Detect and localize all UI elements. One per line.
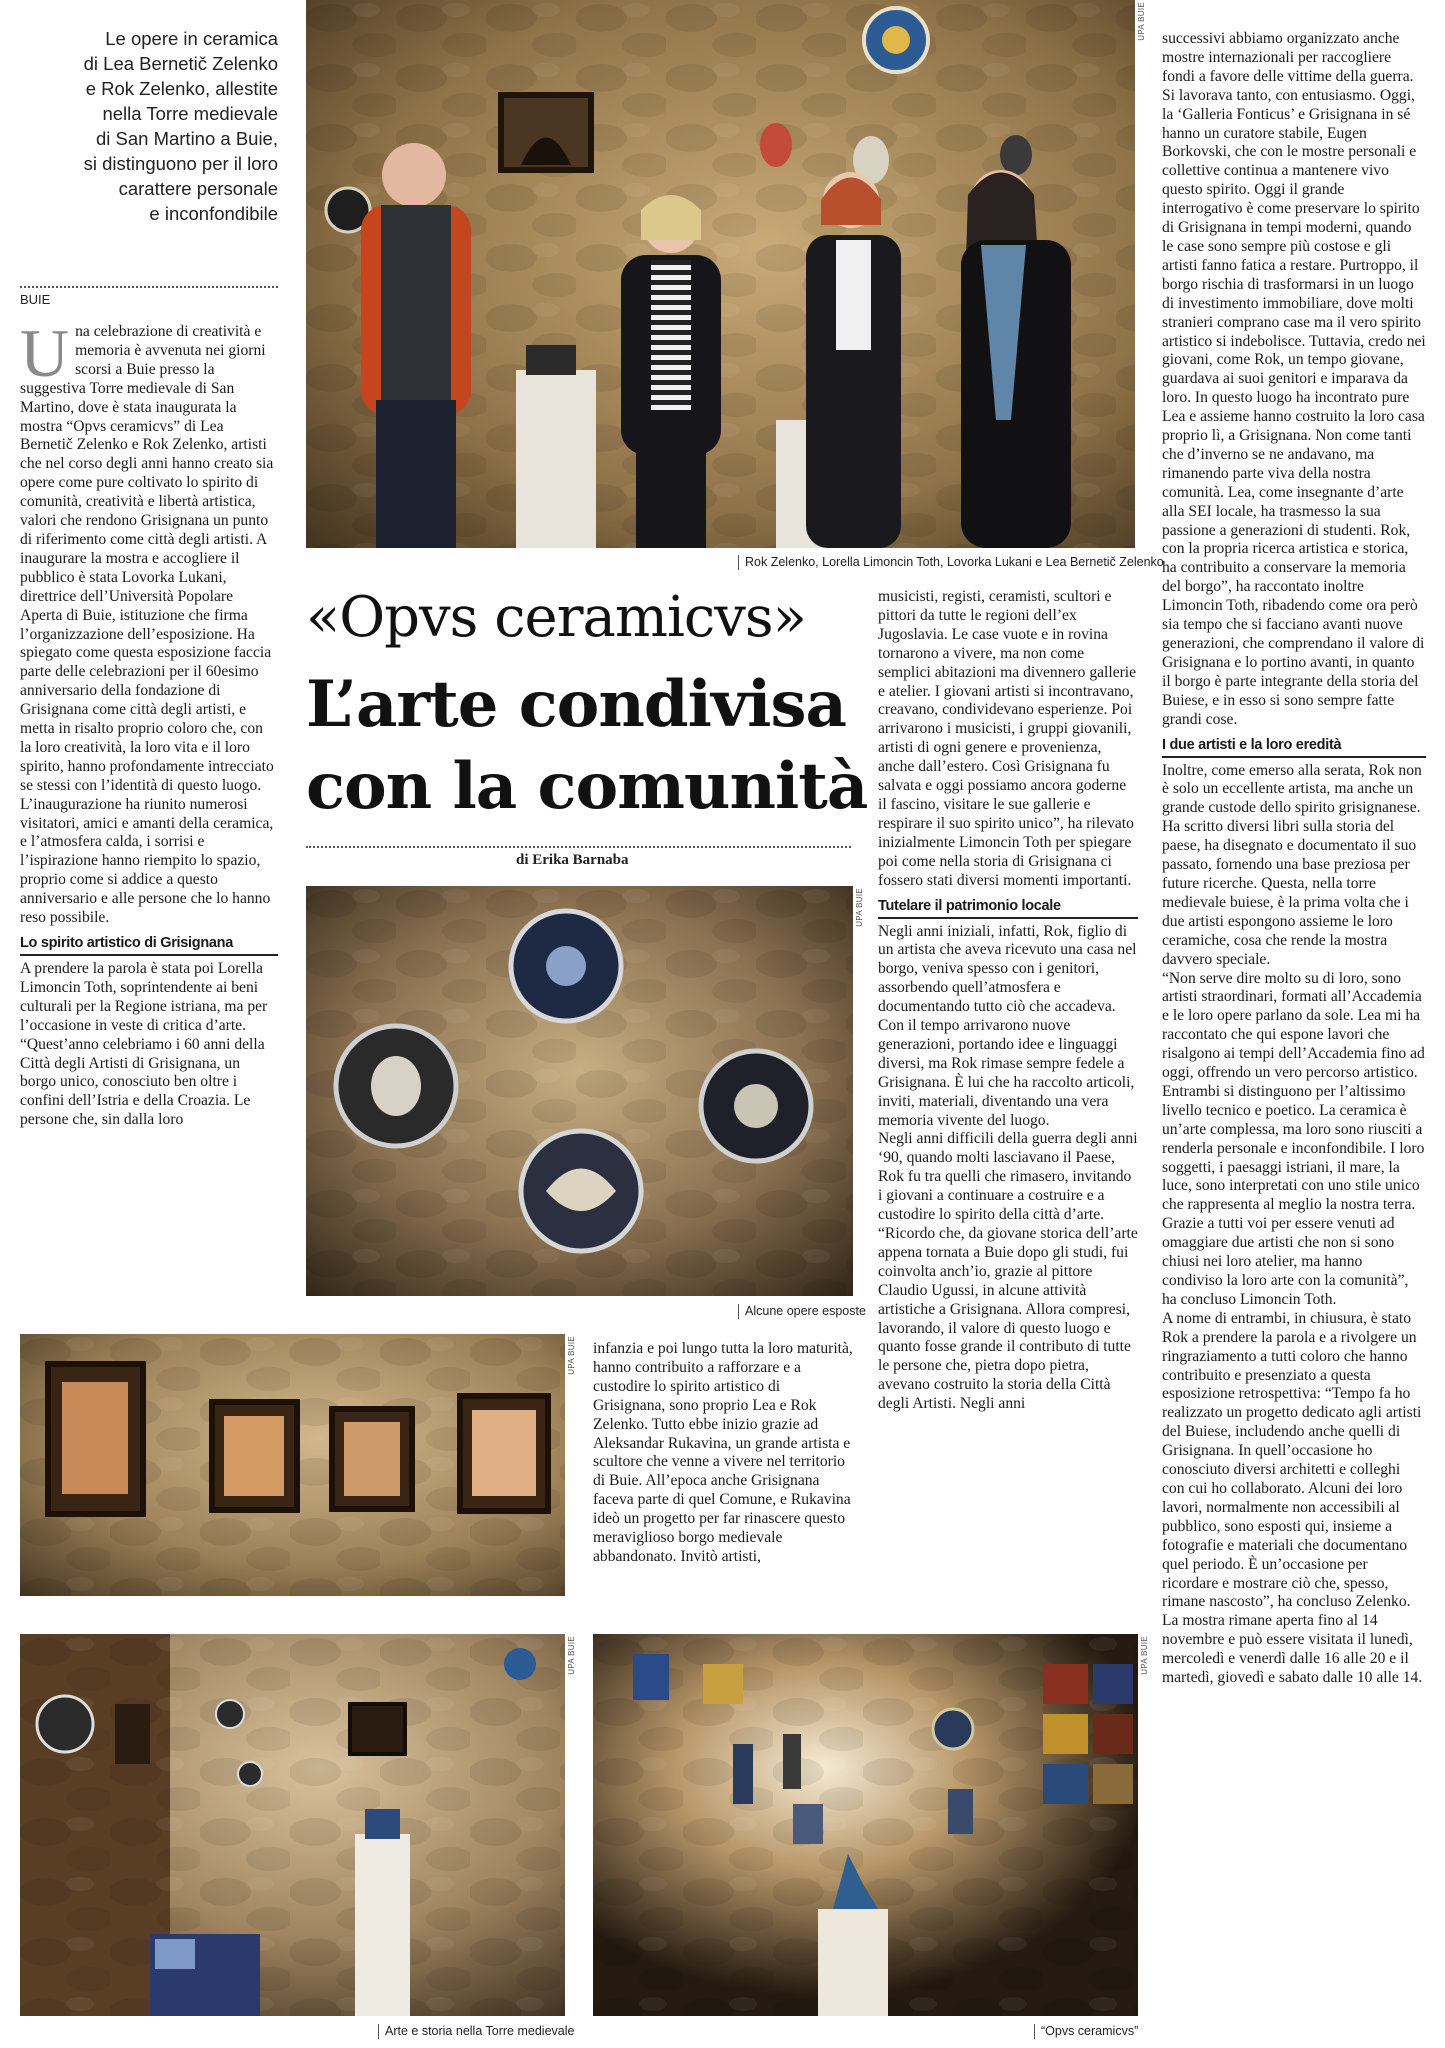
intro-summary <box>20 26 278 226</box>
subheading: Tutelare il patrimonio locale <box>878 897 1138 919</box>
paragraph: Negli anni iniziali, infatti, Rok, figlio di un artista che aveva ricevuto una casa nel borgo, veniva spesso con i genitori, assorbendo quell’atmosfera e documentando tutto ciò che accadeva. Con il tempo arrivarono nuove generazioni, portando idee e linguaggi diversi, ma Rok rimase sempre fedele a Grisignana. È lui che ha raccolto articoli, inviti, materiali, diventando una vera memoria vivente del luogo. <box>878 922 1137 1129</box>
headline-line-1: «Opvs ceramicvs» <box>306 585 806 650</box>
photo-top-group <box>306 0 1135 548</box>
headline-line-3: con la comunità <box>306 749 868 824</box>
intro-line: e inconfondibile <box>149 203 278 224</box>
intro-line: nella Torre medievale <box>102 103 278 124</box>
photo-plates <box>306 886 853 1296</box>
caption-top: Rok Zelenko, Lorella Limoncin Toth, Lovorka Lukani e Lea Bernetič Zelenko <box>738 555 1164 570</box>
paragraph: Inoltre, come emerso alla serata, Rok non è solo un eccellente artista, ma anche un grande custode dello spirito grisignanese. Ha scritto diversi libri sulla storia del paese, ha disegnato e documentato il suo passato, fornendo una base preziosa per future ricerche. Questa, nella torre medievale buiese, è la prima volta che i due artisti espongono assieme le loro ceramiche, cosa che rende la mostra davvero speciale. <box>1162 761 1422 968</box>
paragraph: A prendere la parola è stata poi Lorella Limoncin Toth, soprintendente ai beni culturali per la Regione istriana, ma per l’occasione in veste di critica d’arte. <box>20 960 268 1034</box>
exhibition-image <box>593 1634 1138 2016</box>
paragraph: “Non serve dire molto su di loro, sono artisti straordinari, formati all’Accademia e le loro opere parlano da sole. Lea mi ha raccontato che qui espone lavori che risalgono ai tempi dell’Accademia fino ad oggi, offrendo un vero percorso artistico. Entrambi si distinguono per l’altissimo livello tecnico e poetico. La ceramica è un’arte complessa, ma loro sono riusciti a renderla personale e inconfondibile. I loro soggetti, i paesaggi istriani, il mare, la luce, sono interpretati con uno stile unico che rappresenta al meglio la nostra terra. Grazie a tutti voi per essere venuti ad omaggiare due artisti che non si sono chiusi nei loro atelier, ma hanno condiviso la loro arte con la comunità”, ha concluso Limoncin Toth. <box>1162 969 1425 1308</box>
headline-line-2: L’arte condivisa <box>306 667 846 742</box>
intro-line: si distinguono per il loro <box>83 153 278 174</box>
photo-credit: UPA BUIE <box>855 888 864 927</box>
paragraph: “Quest’anno celebriamo i 60 anni della Città degli Artisti di Grisignana, un borgo unico, conosciuto ben oltre i confini dell’Istria e della Croazia. Le persone che, sin dalla loro <box>20 1035 265 1129</box>
column-4 <box>1162 30 1426 2040</box>
intro-line: e Rok Zelenko, allestite <box>85 78 278 99</box>
plates-image <box>306 886 853 1296</box>
paragraph: Negli anni difficili della guerra degli anni ‘90, quando molti lasciavano il Paese, Rok fu tra quelli che rimasero, invitando i giovani a continuare a costruire e a custodire lo spirito della città d’arte. <box>878 1130 1138 1224</box>
intro-line: carattere personale <box>118 178 278 199</box>
caption-bottom-left: Arte e storia nella Torre medievale <box>378 2024 574 2039</box>
paragraph: “Ricordo che, da giovane storica dell’arte appena tornata a Buie dopo gli studi, fui coinvolta anch’io, grazie al pittore Claudio Ugussi, in alcune attività artistiche a Grisignana. Allora compresi, lavorando, il valore di questo luogo e quanto fosse grande il contributo di tutte le persone che, pietra dopo pietra, avevano costruito la storia della Città degli Artisti. Negli anni <box>878 1225 1138 1413</box>
column-2 <box>593 1340 853 1605</box>
intro-line: di San Martino a Buie, <box>95 128 278 149</box>
tower-interior-image <box>20 1634 565 2016</box>
paragraph: infanzia e poi lungo tutta la loro maturità, hanno contribuito a rafforzare e a custodire lo spirito artistico di Grisignana, sono proprio Lea e Rok Zelenko. Tutto ebbe inizio grazie ad Aleksandar Rukavina, un grande artista e scultore che venne a vivere nel territorio di Buie. All’epoca anche Grisignana faceva parte di quel Comune, e Rukavina ideò un progetto per far rinascere questo meraviglioso borgo medievale abbandonato. Invitò artisti, <box>593 1340 853 1565</box>
paragraph: Una celebrazione di creatività e memoria è avvenuta nei giorni scorsi a Buie presso la suggestiva Torre medievale di San Martino, dove è stata inaugurata la mostra “Opvs ceramicvs” di Lea Bernetič Zelenko e Rok Zelenko, artisti che nel corso degli anni hanno creato sia opere come pure coltivato lo spirito di comunità, creatività e libertà artistica, valori che rendono Grisignana un punto di riferimento come città degli artisti. A inaugurare la mostra e accogliere il pubblico è stata Lovorka Lukani, direttrice dell’Università Popolare Aperta di Buie, istituzione che firma l’organizzazione dell’esposizione. Ha spiegato come questa esposizione faccia parte delle celebrazioni per il 60esimo anniversario della fondazione di Grisignana come città degli artisti, e metta in risalto proprio coloro che, con la loro creatività, la loro vita e il loro spirito, hanno profondamente intrecciato se stessi con l’identità di questo luogo. L’inaugurazione ha riunito numerosi visitatori, amici e amanti della ceramica, e l’atmosfera calda, i sorrisi e l’ispirazione hanno riempito lo spazio, proprio come si addice a questo anniversario e alle persone che lo hanno reso possibile. <box>20 323 274 927</box>
caption-middle: Alcune opere esposte <box>738 1304 866 1319</box>
headline-divider <box>306 846 851 848</box>
byline: di Erika Barnaba <box>516 852 629 868</box>
dateline: BUIE <box>20 292 51 307</box>
intro-line: Le opere in ceramica <box>105 28 278 49</box>
photo-tower-interior <box>20 1634 565 2016</box>
intro-line: di Lea Bernetič Zelenko <box>83 53 278 74</box>
photo-group-image <box>306 0 1135 548</box>
photo-credit: UPA BUIE <box>567 1336 576 1375</box>
dropcap: U <box>20 323 70 391</box>
column-3 <box>878 588 1138 1603</box>
intro-divider <box>20 286 278 288</box>
caption-bottom-right: “Opvs ceramicvs” <box>1034 2024 1138 2039</box>
subheading: Lo spirito artistico di Grisignana <box>20 934 278 956</box>
paragraph: successivi abbiamo organizzato anche mostre internazionali per raccogliere fondi a favore delle vittime della guerra. Si lavorava tanto, con entusiasmo. Oggi, la ‘Galleria Fonticus’ e Grisignana in sé hanno un curatore stabile, Eugen Borkovski, che con le mostre personali e collettive continua a mantenere vivo questo spirito. Oggi il grande interrogativo è come preservare lo spirito di Grisignana in tempi moderni, quando le case sono sempre più costose e gli artisti fanno fatica a restare. Purtroppo, il borgo rischia di trasformarsi in un luogo di investimento immobiliare, dove molti stranieri comprano case ma il vero spirito artistico si indebolisce. Tuttavia, credo nei giovani, come Rok, un tempo giovane, guardava ai suoi genitori e imparava da loro. In questo luogo ha incontrato pure Lea e assieme hanno costruito la loro casa proprio lì, a Grisignana. Non come tanti che d’inverno se ne andavano, ma rimanendo parte viva della nostra comunità. Lea, come insegnante d’arte alla SEI locale, ha trasmesso la sua passione a generazioni di studenti. Rok, con la propria ricerca artistica e storica, ha contribuito a conservare la memoria del borgo”, ha raccontato inoltre Limoncin Toth, ribadendo come ora però sia tempo che si facciano avanti nuove generazioni, che comprendano il valore di Grisignana e lo portino avanti, in quanto il borgo è parte integrante della storia del Buiese, e in esso si sono sempre fatte grandi cose. <box>1162 30 1426 728</box>
subheading: I due artisti e la loro eredità <box>1162 736 1426 758</box>
photo-exhibition <box>593 1634 1138 2016</box>
photo-framed-works <box>20 1334 565 1596</box>
photo-credit: UPA BUIE <box>567 1636 576 1675</box>
paragraph: musicisti, registi, ceramisti, scultori e pittori da tutte le regioni dell’ex Jugoslavia. Le case vuote e in rovina tornarono a vivere, ma non come semplici abitazioni ma divennero gallerie e atelier. I giovani artisti si incontravano, creavano, condividevano esperienze. Poi arrivarono i musicisti, i gruppi giovanili, artisti di ogni genere e provenienza, anche dall’estero. Così Grisignana fu salvata e oggi possiamo ancora goderne il fascino, visitare le sue gallerie e respirare il suo spirito unico”, ha rilevato inizialmente Limoncin Toth per spiegare poi come nella storia di Grisignana ci fossero stati diversi momenti importanti. <box>878 588 1137 889</box>
framed-works-image <box>20 1334 565 1596</box>
paragraph: A nome di entrambi, in chiusura, è stato Rok a prendere la parola e a rivolgere un ringraziamento a tutti coloro che hanno contribuito e presenziato a questa esposizione retrospettiva: “Tempo fa ho realizzato un progetto dedicato agli artisti del Buiese, includendo anche quelli di Grisignana. In quell’occasione ho conosciuto diversi architetti e colleghi con cui ho collaborato. Alcuni dei loro lavori, normalmente non accessibili al pubblico, sono esposti qui, insieme a fotografie e materiali che documentano quel periodo. È un’occasione per ricordare e mostrare ciò che, spesso, rimane nascosto”, ha concluso Zelenko. La mostra rimane aperta fino al 14 novembre e può essere visitata il lunedì, mercoledì e venerdì dalle 16 alle 20 e il martedì, giovedì e sabato dalle 10 alle 14. <box>1162 1309 1423 1687</box>
column-1 <box>20 323 278 1303</box>
photo-credit: UPA BUIE <box>1137 2 1146 41</box>
photo-credit: UPA BUIE <box>1140 1636 1149 1675</box>
